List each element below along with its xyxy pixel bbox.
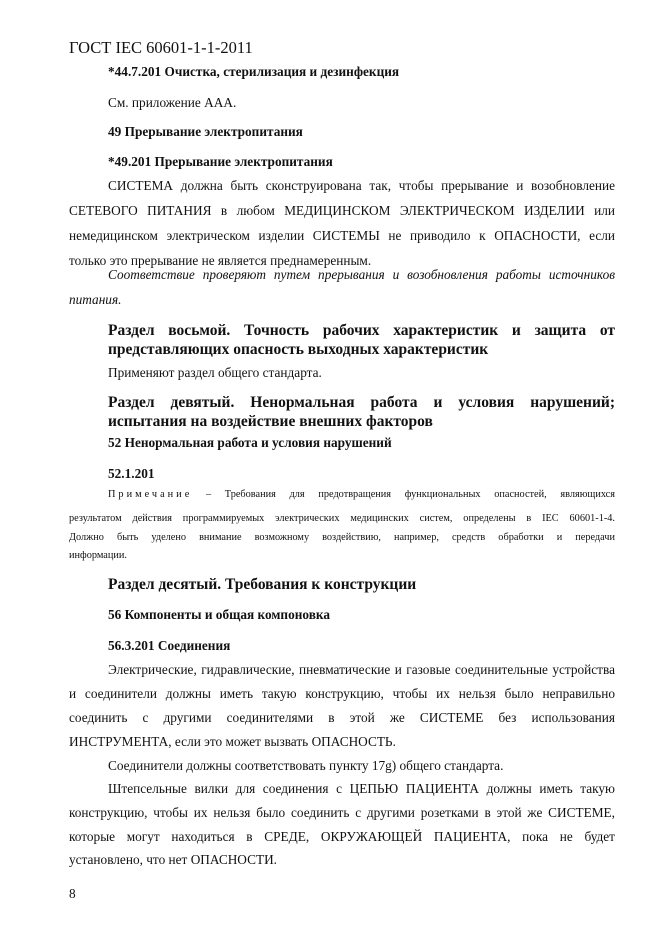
note-line: [108, 489, 615, 500]
part-8-text: Применяют раздел общего стандарта.: [108, 365, 322, 380]
note-label: Примечание: [108, 489, 193, 500]
clause-56-3-201-line: Электрические, гидравлические, пневматические и газовые соединительные устройства: [108, 662, 615, 677]
part-10-heading: Раздел десятый. Требования к конструкции: [108, 576, 417, 593]
clause-56-3-201-line: соединить с другими соединителями в этой же СИСТЕМЕ без использования: [69, 710, 615, 725]
clause-49-201-line: немедицинском электрическом изделии СИСТЕМЫ не приводило к ОПАСНОСТИ, если: [69, 228, 615, 243]
clause-56-3-201-connectors: Соединители должны соответствовать пункту 17g) общего стандарта.: [108, 758, 504, 773]
clause-56-3-201-line: и соединители должны иметь такую конструкцию, чтобы их нельзя было неправильно: [69, 686, 615, 701]
note-line: результатом действия программируемых электрических медицинских систем, определены в IEC 60601-1-4.: [69, 513, 615, 524]
clause-56-3-201-plugs-line: конструкцию, чтобы их нельзя было соединить с другими розетками в этой же СИСТЕМЕ,: [69, 805, 615, 820]
compliance-check-line: питания.: [69, 292, 122, 307]
clause-56-3-201-plugs-line: которые могут находиться в СРЕДЕ, ОКРУЖАЮЩЕЙ ПАЦИЕНТА, пока не будет: [69, 829, 615, 844]
clause-56-3-201-plugs-line: установлено, что нет ОПАСНОСТИ.: [69, 852, 277, 867]
clause-56-3-201-line: ИНСТРУМЕНТА, если это может вызвать ОПАСНОСТЬ.: [69, 734, 396, 749]
note-line: Должно быть уделено внимание возможному воздействию, например, средств обработки и передачи: [69, 532, 615, 543]
part-8-heading: представляющих опасность выходных характеристик: [108, 341, 489, 358]
page-number: 8: [69, 886, 76, 901]
clause-49-201-line: только это прерывание не является преднамеренным.: [69, 253, 372, 268]
part-9-heading: испытания на воздействие внешних факторов: [108, 413, 433, 430]
note-text: – Требования для предотвращения функциональных опасностей, являющихся: [192, 489, 615, 500]
clause-56-3-201-plugs-line: Штепсельные вилки для соединения с ЦЕПЬЮ ПАЦИЕНТА должны иметь такую: [108, 781, 615, 796]
part-9-heading: Раздел девятый. Ненормальная работа и условия нарушений;: [108, 394, 615, 411]
clause-52-title: 52 Ненормальная работа и условия нарушений: [108, 435, 392, 450]
clause-56-title: 56 Компоненты и общая компоновка: [108, 607, 331, 622]
clause-52-1-201-title: 52.1.201: [108, 466, 155, 481]
compliance-check-line: Соответствие проверяют путем прерывания и возобновления работы источников: [108, 267, 615, 282]
clause-49-201-line: СИСТЕМА должна быть сконструирована так, чтобы прерывание и возобновление: [108, 178, 615, 193]
note-line: информации.: [69, 550, 127, 561]
document-header-id: ГОСТ IEC 60601-1-1-2011: [69, 38, 253, 57]
clause-49-title: 49 Прерывание электропитания: [108, 124, 303, 139]
clause-44-7-201-title: *44.7.201 Очистка, стерилизация и дезинфекция: [108, 64, 400, 79]
clause-56-3-201-title: 56.3.201 Соединения: [108, 638, 231, 653]
part-8-heading: Раздел восьмой. Точность рабочих характеристик и защита от: [108, 322, 615, 339]
clause-44-7-201-text: См. приложение ААА.: [108, 95, 237, 110]
clause-49-201-title: *49.201 Прерывание электропитания: [108, 154, 333, 169]
clause-49-201-line: СЕТЕВОГО ПИТАНИЯ в любом МЕДИЦИНСКОМ ЭЛЕКТРИЧЕСКОМ ИЗДЕЛИИ или: [69, 203, 615, 218]
